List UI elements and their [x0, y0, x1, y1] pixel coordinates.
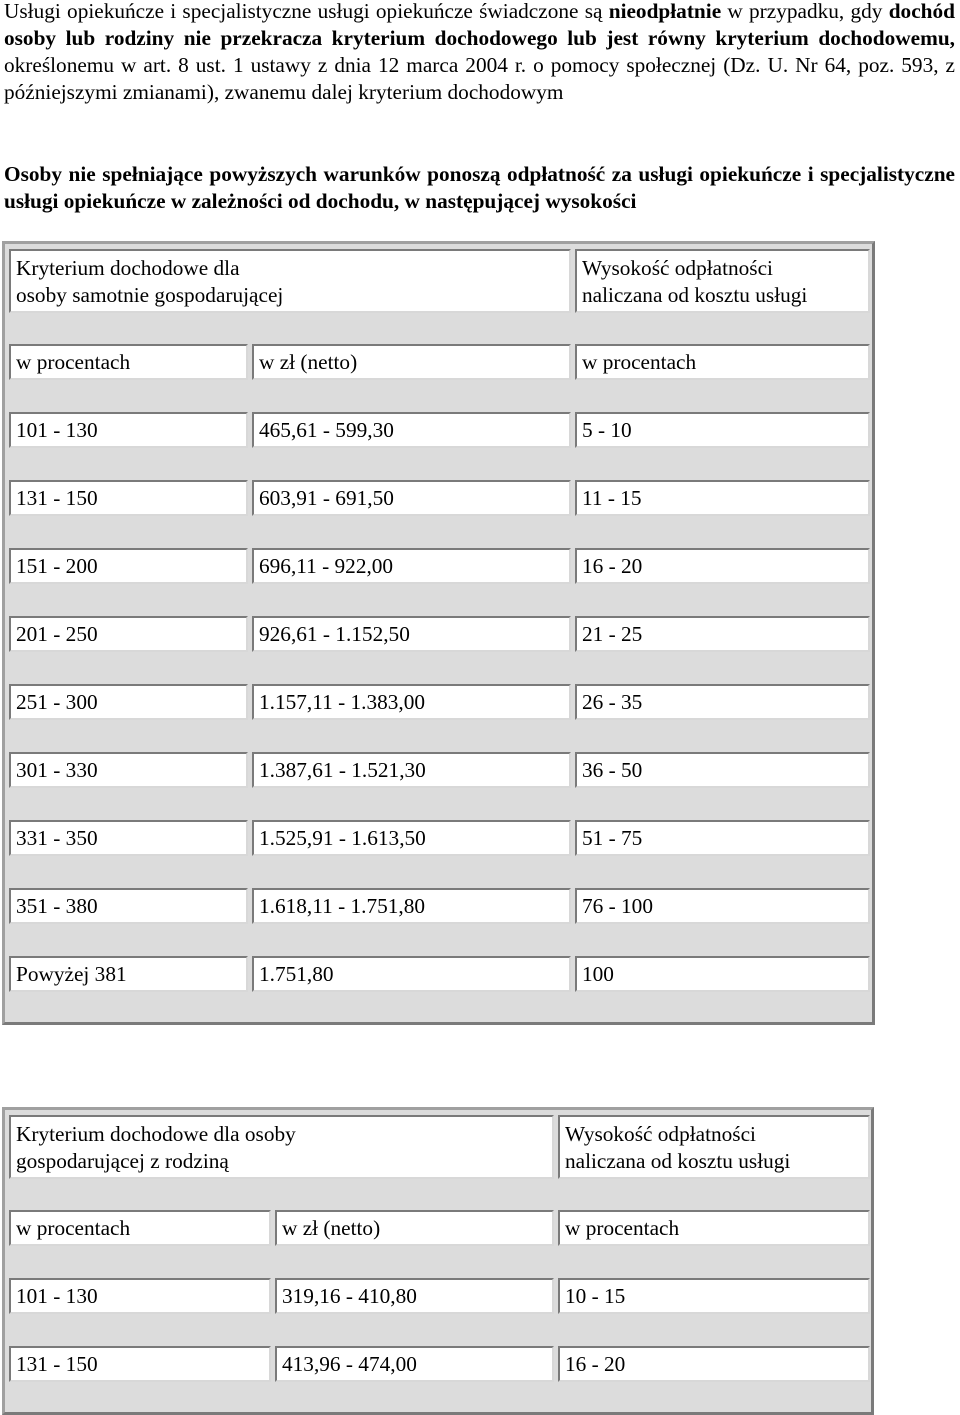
table1-row-5-pln: 1.387,61 - 1.521,30	[252, 752, 571, 788]
table1-row-2-percent: 151 - 200	[9, 548, 248, 584]
table1-row-6-pln: 1.525,91 - 1.613,50	[252, 820, 571, 856]
table2-row-0-percent: 101 - 130	[9, 1278, 271, 1314]
intro-paragraph-1: Usługi opiekuńcze i specjalistyczne usługi opiekuńcze świadczone są nieodpłatnie w przypadku, gdy dochód osoby lub rodziny nie przekracza kryterium dochodowego lub jest równy kryterium dochodowemu, określonemu w art. 8 ust. 1 ustawy z dnia 12 marca 2004 r. o pomocy społecznej (Dz. U. Nr 64, poz. 593, z późniejszymi zmianami), zwanemu dalej kryterium dochodowym	[4, 0, 955, 104]
table2-row-1-percent: 131 - 150	[9, 1346, 271, 1382]
table1-row-3-percent: 201 - 250	[9, 616, 248, 652]
intro-paragraph-2: Osoby nie spełniające powyższych warunków ponoszą odpłatność za usługi opiekuńcze i specjalistyczne usługi opiekuńcze w zależności od dochodu, w następującej wysokości	[4, 162, 955, 213]
table1-row-0-percent: 101 - 130	[9, 412, 248, 448]
t1-header-criterion: Kryterium dochodowe dla osoby samotnie gospodarującej	[9, 249, 571, 313]
table1-row-3-fee: 21 - 25	[575, 616, 870, 652]
table1-row-0-fee: 5 - 10	[575, 412, 870, 448]
bold-income-condition: dochód osoby lub rodziny nie przekracza kryterium dochodowego lub jest równy kryterium dochodowemu,	[4, 0, 955, 50]
fee-table-family	[2, 1107, 874, 1415]
table1-row-4-percent: 251 - 300	[9, 684, 248, 720]
table1-row-7-pln: 1.618,11 - 1.751,80	[252, 888, 571, 924]
table1-row-8-percent: Powyżej 381	[9, 956, 248, 992]
table1-row-0-pln: 465,61 - 599,30	[252, 412, 571, 448]
table1-row-8-fee: 100	[575, 956, 870, 992]
table1-row-7-percent: 351 - 380	[9, 888, 248, 924]
table1-row-6-percent: 331 - 350	[9, 820, 248, 856]
t1-header-fee: Wysokość odpłatności naliczana od kosztu usługi	[575, 249, 870, 313]
table2-subheader-fee-percent: w procentach	[558, 1210, 870, 1246]
table1-row-2-pln: 696,11 - 922,00	[252, 548, 571, 584]
table1-row-2-fee: 16 - 20	[575, 548, 870, 584]
table1-row-1-percent: 131 - 150	[9, 480, 248, 516]
table2-row-0-pln: 319,16 - 410,80	[275, 1278, 554, 1314]
table2-subheader-percent: w procentach	[9, 1210, 271, 1246]
table1-row-1-pln: 603,91 - 691,50	[252, 480, 571, 516]
t2-header-criterion: Kryterium dochodowe dla osoby gospodarującej z rodziną	[9, 1115, 554, 1179]
table2-row-1-pln: 413,96 - 474,00	[275, 1346, 554, 1382]
table1-subheader-pln: w zł (netto)	[252, 344, 571, 380]
table1-subheader-fee-percent: w procentach	[575, 344, 870, 380]
table1-row-3-pln: 926,61 - 1.152,50	[252, 616, 571, 652]
table2-row-1-fee: 16 - 20	[558, 1346, 870, 1382]
table1-row-4-fee: 26 - 35	[575, 684, 870, 720]
table1-row-7-fee: 76 - 100	[575, 888, 870, 924]
table1-row-5-fee: 36 - 50	[575, 752, 870, 788]
t2-header-fee: Wysokość odpłatności naliczana od kosztu usługi	[558, 1115, 870, 1179]
bold-free-of-charge: nieodpłatnie	[608, 0, 722, 23]
table2-row-0-fee: 10 - 15	[558, 1278, 870, 1314]
table1-subheader-percent: w procentach	[9, 344, 248, 380]
table2-subheader-pln: w zł (netto)	[275, 1210, 554, 1246]
table1-row-4-pln: 1.157,11 - 1.383,00	[252, 684, 571, 720]
fee-table-single	[2, 241, 875, 1025]
table1-row-5-percent: 301 - 330	[9, 752, 248, 788]
table1-row-6-fee: 51 - 75	[575, 820, 870, 856]
table1-row-8-pln: 1.751,80	[252, 956, 571, 992]
table1-row-1-fee: 11 - 15	[575, 480, 870, 516]
